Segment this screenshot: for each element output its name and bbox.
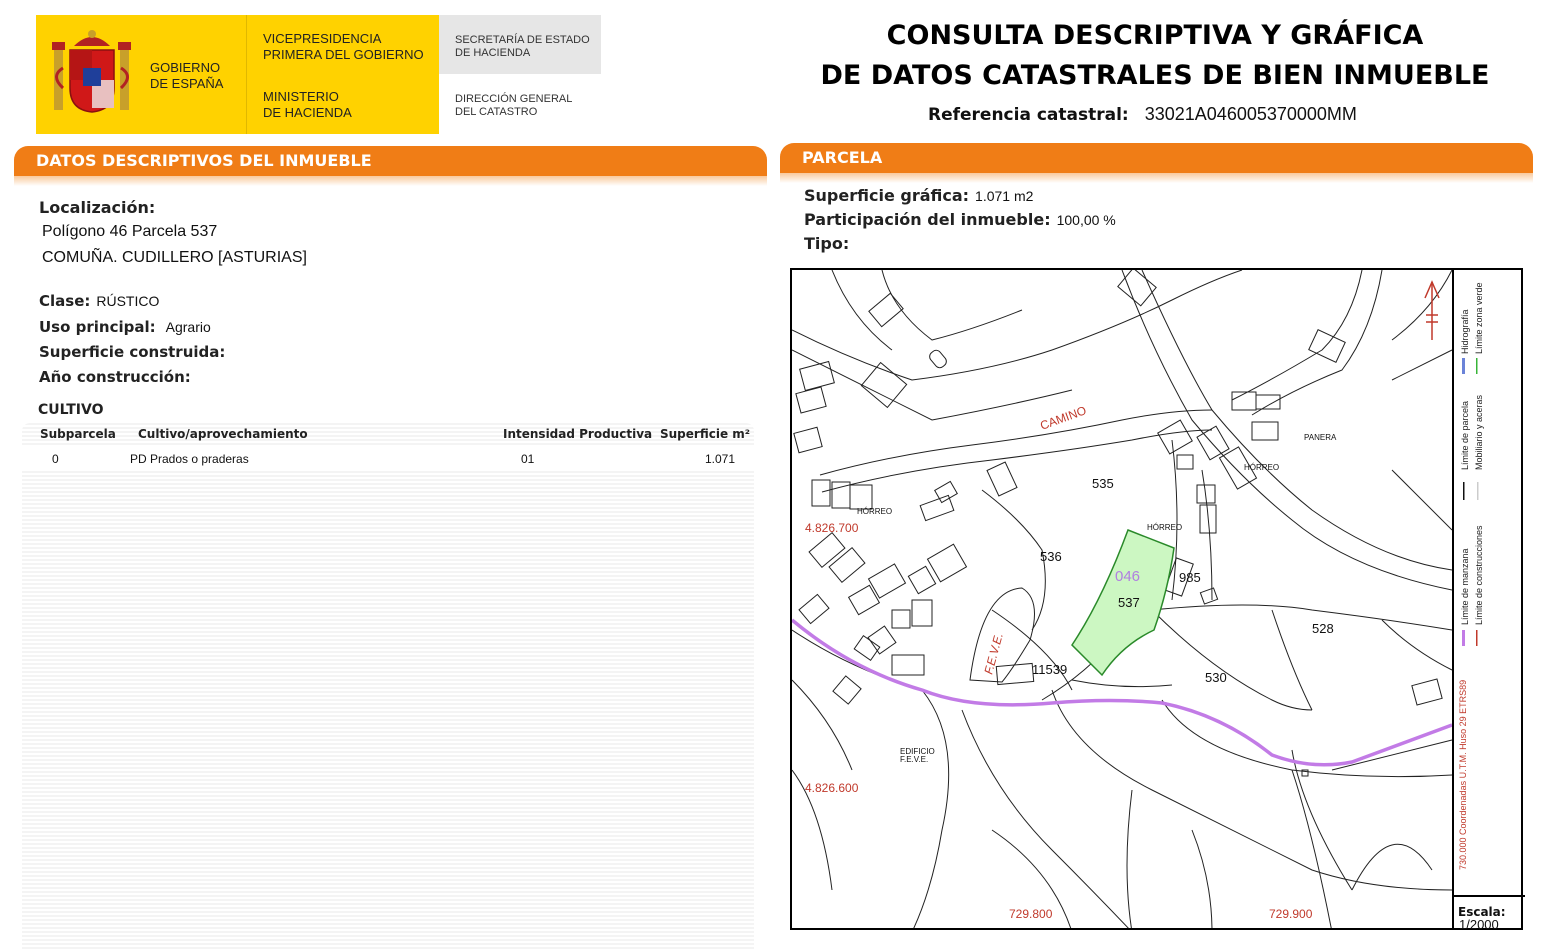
label-feve-2: F.E.V.E. xyxy=(900,755,929,764)
title-line-2: DE DATOS CATASTRALES DE BIEN INMUEBLE xyxy=(820,60,1490,91)
north-arrow-icon xyxy=(1425,282,1439,340)
polygon-code-label: 046 xyxy=(1115,568,1141,585)
participacion-field xyxy=(804,210,1116,230)
legend-drawing xyxy=(1454,270,1525,932)
scale-value: 1/2000 xyxy=(1459,917,1499,932)
clase-field xyxy=(39,292,159,311)
legend-parcela: Límite de parcela xyxy=(1460,400,1470,470)
gobierno-line-1: GOBIERNO xyxy=(150,60,221,75)
legend-parcela-swatch xyxy=(1463,482,1465,500)
legend-manzana: Límite de manzana xyxy=(1460,548,1470,625)
legend-hidrografia: Hidrografía xyxy=(1460,309,1470,354)
cell-superficie: 1.071 xyxy=(705,452,736,466)
parcel-536-label: 536 xyxy=(1040,549,1062,564)
coord-y-2: 4.826.600 xyxy=(805,781,859,795)
localizacion-line-2: COMUÑA. CUDILLERO [ASTURIAS] xyxy=(42,249,307,266)
ministerio-label xyxy=(263,89,352,121)
th-superficie: Superficie m² xyxy=(660,427,751,441)
uso-label: Uso principal: xyxy=(39,318,156,336)
gobierno-line-2: DE ESPAÑA xyxy=(150,76,224,91)
clase-value: RÚSTICO xyxy=(96,293,160,309)
coat-of-arms-icon xyxy=(50,28,134,118)
secretaria-line-2: DE HACIENDA xyxy=(455,47,531,59)
th-cultivo: Cultivo/aprovechamiento xyxy=(138,427,308,441)
legend-construcciones-swatch xyxy=(1476,630,1478,646)
legend-crs: 730.000 Coordenadas U.T.M. Huso 29 ETRS89 xyxy=(1458,679,1468,870)
ref-label: Referencia catastral: xyxy=(928,105,1129,125)
secretaria-label xyxy=(455,34,590,60)
sup-construida-label: Superficie construida: xyxy=(39,343,226,361)
parcel-11539-label: 11539 xyxy=(1032,662,1068,677)
ref-value: 33021A046005370000MM xyxy=(1144,104,1357,124)
vicepresidencia-line-2: PRIMERA DEL GOBIERNO xyxy=(263,47,424,62)
parcel-537-label: 537 xyxy=(1118,595,1140,610)
coord-x-2: 729.900 xyxy=(1269,907,1313,921)
parcel-985-label: 985 xyxy=(1179,570,1201,585)
legend-mobiliario: Mobiliario y aceras xyxy=(1474,394,1484,470)
ministerio-line-1: MINISTERIO xyxy=(263,89,339,104)
cadastral-map[interactable] xyxy=(790,268,1523,930)
label-horreo-3: HÓRREO xyxy=(1244,463,1280,472)
referencia-catastral xyxy=(928,104,1357,125)
legend-mobiliario-swatch xyxy=(1477,482,1479,500)
label-edificio: EDIFICIO xyxy=(900,747,935,756)
label-feve-1: F.E.V.E. xyxy=(981,631,1006,676)
localizacion-line-1: Polígono 46 Parcela 537 xyxy=(42,223,218,240)
label-camino: CAMINO xyxy=(1038,403,1089,433)
page-title xyxy=(780,16,1530,96)
legend-construcciones: Límite de construcciones xyxy=(1474,525,1484,625)
uso-value: Agrario xyxy=(165,319,211,335)
label-horreo-2: HÓRREO xyxy=(1147,523,1183,532)
logo-divider xyxy=(246,15,247,134)
title-line-1: CONSULTA DESCRIPTIVA Y GRÁFICA xyxy=(886,20,1424,51)
coord-x-1: 729.800 xyxy=(1009,907,1053,921)
secretaria-line-1: SECRETARÍA DE ESTADO xyxy=(455,34,590,46)
gobierno-label xyxy=(150,60,223,92)
coord-y-1: 4.826.700 xyxy=(805,521,859,535)
parcel-530-label: 530 xyxy=(1205,670,1227,685)
legend-zona-verde-swatch xyxy=(1476,358,1478,374)
vicepresidencia-line-1: VICEPRESIDENCIA xyxy=(263,31,382,46)
label-horreo-1: HÓRREO xyxy=(857,507,893,516)
localizacion-label: Localización: xyxy=(39,198,156,217)
direccion-line-2: DEL CATASTRO xyxy=(455,106,538,118)
cultivo-title: CULTIVO xyxy=(38,402,104,418)
cell-cultivo: PD Prados o praderas xyxy=(130,452,249,466)
uso-field xyxy=(39,318,211,337)
participacion-label: Participación del inmueble: xyxy=(804,210,1051,229)
inmueble-section-shadow xyxy=(14,176,767,186)
direccion-label xyxy=(455,93,572,119)
th-subparcela: Subparcela xyxy=(40,427,116,441)
map-drawing xyxy=(792,270,1523,930)
clase-label: Clase: xyxy=(39,292,91,310)
parcel-528-label: 528 xyxy=(1312,621,1334,636)
tipo-label: Tipo: xyxy=(804,234,850,253)
sup-grafica-label: Superficie gráfica: xyxy=(804,186,970,205)
th-intensidad: Intensidad Productiva xyxy=(503,427,653,441)
cell-subparcela: 0 xyxy=(52,452,59,466)
vicepresidencia-label xyxy=(263,31,424,63)
cultivo-table xyxy=(22,423,754,951)
legend-manzana-swatch xyxy=(1462,630,1465,646)
map-legend xyxy=(1452,268,1523,930)
scale-label: Escala: xyxy=(1458,905,1506,919)
parcel-535-label: 535 xyxy=(1092,476,1114,491)
ano-construccion-label: Año construcción: xyxy=(39,368,191,386)
legend-zona-verde: Límite zona verde xyxy=(1474,282,1484,354)
ministerio-line-2: DE HACIENDA xyxy=(263,105,352,120)
label-panera: PANERA xyxy=(1304,433,1337,442)
inmueble-section-header: DATOS DESCRIPTIVOS DEL INMUEBLE xyxy=(14,146,767,176)
direccion-line-1: DIRECCIÓN GENERAL xyxy=(455,93,573,105)
legend-hidrografia-swatch xyxy=(1462,358,1465,374)
sup-grafica-value: 1.071 m2 xyxy=(975,188,1034,204)
participacion-value: 100,00 % xyxy=(1056,212,1116,228)
cell-intensidad: 01 xyxy=(521,452,535,466)
parcela-section-header: PARCELA xyxy=(780,143,1533,173)
sup-grafica-field xyxy=(804,186,1033,206)
parcela-section-shadow xyxy=(780,173,1533,183)
